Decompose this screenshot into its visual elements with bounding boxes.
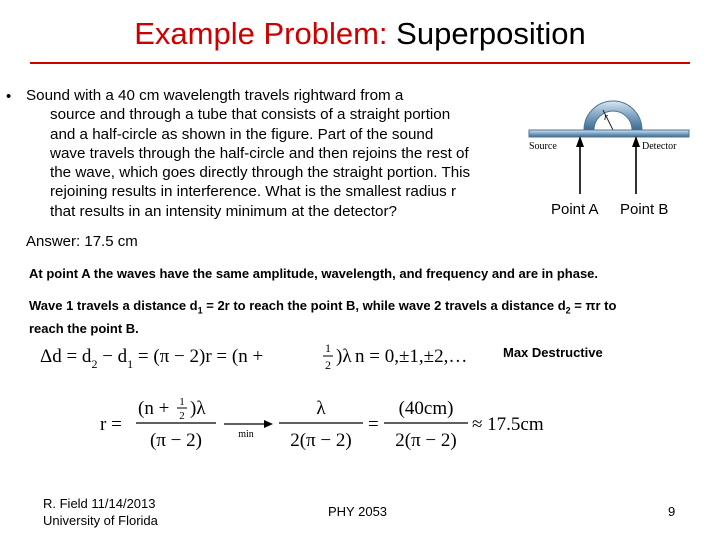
detector-label: Detector: [642, 141, 677, 152]
svg-text:2: 2: [179, 410, 185, 422]
path-difference-equation: [40, 336, 470, 376]
title-prefix: Example Problem:: [134, 16, 388, 51]
svg-text:2(π − 2): 2(π − 2): [395, 430, 457, 451]
wave-explanation: Wave 1 travels a distance $d_1 = 2r$ to reach the point B, while wave 2 travels a distance $d_2 = \pi r$ to reach the point B.: [29, 298, 617, 336]
max-destructive-label: Max Destructive: [503, 345, 603, 360]
svg-text:(40cm): (40cm): [398, 398, 454, 419]
problem-line: that results in an intensity minimum at the detector?: [50, 202, 397, 220]
point-a-label: Point A: [551, 201, 599, 218]
radius-equation: [96, 388, 544, 460]
problem-line: source and through a tube that consists of a straight portion: [50, 106, 451, 124]
problem-line: Sound with a 40 cm wavelength travels rightward from a: [26, 87, 404, 104]
problem-line: rejoining results in interference. What is the smallest radius r: [50, 183, 457, 201]
svg-text:)λ: )λ: [336, 346, 352, 367]
svg-text:λ: λ: [316, 398, 326, 419]
title-divider: [30, 62, 690, 64]
answer: Answer: 17.5 cm: [26, 233, 138, 250]
bullet-icon: •: [6, 88, 12, 105]
svg-text:)λ: )λ: [190, 398, 206, 419]
n-values: n = 0,±1,±2,…: [355, 346, 468, 367]
point-a-explanation: At point A the waves have the same amplitude, wavelength, and frequency and are in phase.: [29, 266, 599, 281]
svg-text:2: 2: [325, 358, 331, 372]
half-circle-tube: [584, 101, 642, 130]
problem-line: the wave, which goes directly through the straight portion. This: [50, 164, 471, 182]
source-label: Source: [529, 141, 557, 152]
svg-text:=: =: [368, 414, 379, 435]
tube-figure: [526, 96, 696, 196]
svg-text:r =: r =: [100, 414, 122, 435]
page-number: 9: [668, 504, 676, 519]
arrowhead-point-b: [632, 136, 640, 147]
svg-text:1: 1: [325, 341, 331, 355]
result-value: ≈ 17.5cm: [472, 414, 544, 435]
straight-tube: [529, 130, 689, 137]
min-label: min: [238, 429, 254, 440]
title-topic: Superposition: [396, 16, 586, 51]
svg-text:(n +: (n +: [138, 398, 170, 419]
svg-text:1: 1: [179, 396, 185, 408]
footer-course: PHY 2053: [328, 504, 388, 519]
radius-label: r: [604, 112, 608, 123]
svg-text:2(π − 2): 2(π − 2): [290, 430, 352, 451]
problem-statement: [26, 86, 526, 221]
footer-author: R. Field 11/14/2013 University of Florida: [43, 496, 158, 528]
problem-line: wave travels through the half-circle and then rejoins the rest of: [50, 144, 469, 162]
svg-text:(π − 2): (π − 2): [150, 430, 202, 451]
arrowhead-point-a: [576, 136, 584, 147]
point-b-label: Point B: [620, 201, 669, 218]
slide-title: [0, 16, 720, 52]
svg-text:Δd = d2 − d1 = (π − 2)r = (n +: $\Delta d = d_2 - d_1 = (\pi - 2)r = (n$ +: [40, 346, 264, 371]
problem-line: and a half-circle as shown in the figure. Part of the sound: [50, 125, 434, 143]
